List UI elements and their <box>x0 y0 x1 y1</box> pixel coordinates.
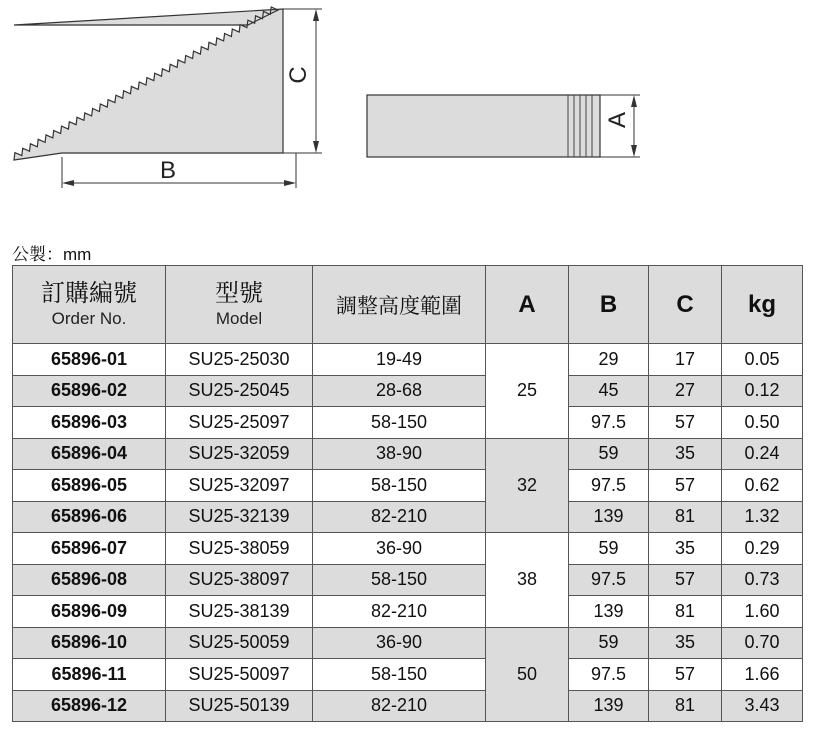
wedge-side-view <box>14 7 283 160</box>
table-row <box>13 659 803 691</box>
cell-order-no: 65896-05 <box>13 470 166 502</box>
wedge-end-view <box>367 95 600 157</box>
cell-a: 32 <box>486 438 569 533</box>
cell-model: SU25-50059 <box>166 627 313 659</box>
header-order-no <box>13 266 166 344</box>
cell-order-no: 65896-03 <box>13 407 166 439</box>
table-row <box>13 470 803 502</box>
spec-table <box>12 265 803 722</box>
cell-c: 35 <box>649 438 722 470</box>
cell-order-no: 65896-09 <box>13 596 166 628</box>
cell-range: 82-210 <box>313 501 486 533</box>
cell-range: 36-90 <box>313 627 486 659</box>
arrow-b-right <box>284 180 296 186</box>
table-row <box>13 501 803 533</box>
cell-a: 25 <box>486 344 569 439</box>
cell-order-no: 65896-06 <box>13 501 166 533</box>
cell-model: SU25-25097 <box>166 407 313 439</box>
header-order-zh: 訂購編號 <box>41 279 137 307</box>
cell-c: 57 <box>649 470 722 502</box>
cell-order-no: 65896-04 <box>13 438 166 470</box>
cell-c: 57 <box>649 407 722 439</box>
header-order-en: Order No. <box>51 308 127 328</box>
header-model-en: Model <box>215 308 263 328</box>
arrow-b-left <box>62 180 74 186</box>
cell-model: SU25-38059 <box>166 533 313 565</box>
cell-b: 139 <box>569 596 649 628</box>
cell-range: 58-150 <box>313 564 486 596</box>
cell-c: 81 <box>649 596 722 628</box>
cell-order-no: 65896-11 <box>13 659 166 691</box>
dimension-label-c: C <box>285 66 312 84</box>
cell-b: 29 <box>569 344 649 376</box>
cell-model: SU25-32097 <box>166 470 313 502</box>
dimension-label-a: A <box>604 111 631 129</box>
cell-kg: 1.60 <box>722 596 803 628</box>
cell-range: 58-150 <box>313 407 486 439</box>
cell-b: 59 <box>569 533 649 565</box>
cell-c: 35 <box>649 533 722 565</box>
cell-order-no: 65896-12 <box>13 690 166 722</box>
table-row <box>13 533 803 565</box>
cell-kg: 0.73 <box>722 564 803 596</box>
header-model <box>166 266 313 344</box>
cell-model: SU25-25045 <box>166 375 313 407</box>
cell-b: 97.5 <box>569 470 649 502</box>
unit-label: 公製：mm <box>12 245 92 264</box>
header-a: A <box>486 266 569 344</box>
cell-kg: 0.70 <box>722 627 803 659</box>
cell-kg: 1.66 <box>722 659 803 691</box>
cell-order-no: 65896-07 <box>13 533 166 565</box>
header-kg: kg <box>722 266 803 344</box>
table-row <box>13 627 803 659</box>
arrow-c-bottom <box>313 141 319 153</box>
cell-model: SU25-38139 <box>166 596 313 628</box>
header-range <box>313 266 486 344</box>
cell-c: 17 <box>649 344 722 376</box>
cell-b: 139 <box>569 690 649 722</box>
cell-range: 28-68 <box>313 375 486 407</box>
header-b: B <box>569 266 649 344</box>
cell-order-no: 65896-08 <box>13 564 166 596</box>
cell-range: 19-49 <box>313 344 486 376</box>
cell-a: 38 <box>486 533 569 628</box>
header-range-label: 調整高度範圍 <box>336 294 462 318</box>
cell-model: SU25-25030 <box>166 344 313 376</box>
cell-kg: 0.24 <box>722 438 803 470</box>
table-header-row <box>13 266 803 344</box>
cell-b: 59 <box>569 438 649 470</box>
cell-range: 58-150 <box>313 659 486 691</box>
cell-range: 38-90 <box>313 438 486 470</box>
cell-kg: 0.62 <box>722 470 803 502</box>
cell-model: SU25-50139 <box>166 690 313 722</box>
cell-c: 57 <box>649 659 722 691</box>
table-row <box>13 690 803 722</box>
spec-table-body <box>13 344 803 722</box>
header-c: C <box>649 266 722 344</box>
cell-c: 27 <box>649 375 722 407</box>
cell-model: SU25-32059 <box>166 438 313 470</box>
table-row <box>13 438 803 470</box>
cell-range: 58-150 <box>313 470 486 502</box>
cell-c: 81 <box>649 690 722 722</box>
dimension-label-b: B <box>159 157 177 184</box>
arrow-a-top <box>631 95 637 107</box>
cell-model: SU25-32139 <box>166 501 313 533</box>
cell-b: 59 <box>569 627 649 659</box>
technical-drawing <box>0 0 813 235</box>
table-row <box>13 375 803 407</box>
cell-range: 36-90 <box>313 533 486 565</box>
table-row <box>13 564 803 596</box>
cell-b: 45 <box>569 375 649 407</box>
cell-kg: 0.50 <box>722 407 803 439</box>
cell-range: 82-210 <box>313 690 486 722</box>
cell-range: 82-210 <box>313 596 486 628</box>
cell-b: 97.5 <box>569 564 649 596</box>
cell-kg: 3.43 <box>722 690 803 722</box>
arrow-a-bottom <box>631 145 637 157</box>
cell-b: 97.5 <box>569 659 649 691</box>
cell-kg: 0.05 <box>722 344 803 376</box>
cell-order-no: 65896-01 <box>13 344 166 376</box>
cell-b: 97.5 <box>569 407 649 439</box>
header-model-zh: 型號 <box>215 279 263 307</box>
arrow-c-top <box>313 9 319 21</box>
cell-kg: 0.12 <box>722 375 803 407</box>
cell-c: 81 <box>649 501 722 533</box>
table-row <box>13 596 803 628</box>
table-row <box>13 344 803 376</box>
cell-a: 50 <box>486 627 569 722</box>
cell-order-no: 65896-10 <box>13 627 166 659</box>
cell-model: SU25-50097 <box>166 659 313 691</box>
cell-model: SU25-38097 <box>166 564 313 596</box>
cell-kg: 0.29 <box>722 533 803 565</box>
cell-order-no: 65896-02 <box>13 375 166 407</box>
cell-kg: 1.32 <box>722 501 803 533</box>
cell-c: 35 <box>649 627 722 659</box>
cell-b: 139 <box>569 501 649 533</box>
cell-c: 57 <box>649 564 722 596</box>
table-row <box>13 407 803 439</box>
